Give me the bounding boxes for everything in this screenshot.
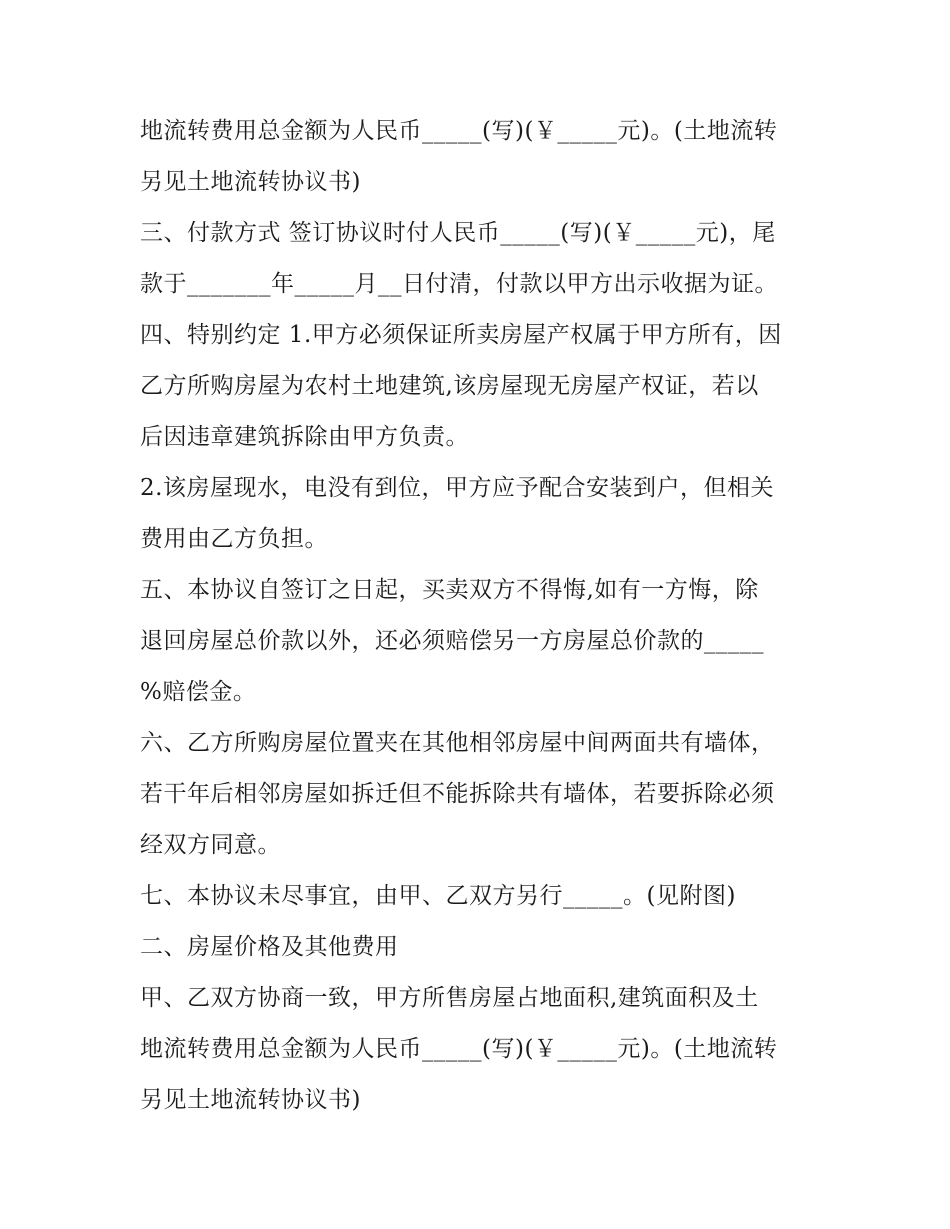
text-line: 五、本协议自签订之日起，买卖双方不得悔,如有一方悔，除 [140, 577, 759, 603]
text-line: 二、房屋价格及其他费用 [140, 934, 399, 960]
text-line: 另见土地流转协议书) [140, 1087, 361, 1113]
text-line: 地流转费用总金额为人民币_____(写)(￥_____元)。(土地流转 [140, 1036, 778, 1062]
text-line: 2.该房屋现水，电没有到位，甲方应予配合安装到户，但相关 [140, 475, 774, 501]
text-line: 经双方同意。 [140, 832, 281, 858]
text-line: 七、本协议未尽事宜，由甲、乙双方另行_____。(见附图) [140, 883, 736, 909]
text-line: 乙方所购房屋为农村土地建筑,该房屋现无房屋产权证，若以 [140, 373, 759, 399]
text-line: %赔偿金。 [140, 679, 257, 705]
text-line: 地流转费用总金额为人民币_____(写)(￥_____元)。(土地流转 [140, 118, 778, 144]
text-line: 六、乙方所购房屋位置夹在其他相邻房屋中间两面共有墙体， [140, 730, 775, 756]
document-body [140, 106, 820, 1126]
text-line: 退回房屋总价款以外，还必须赔偿另一方房屋总价款的_____ [140, 628, 764, 654]
text-line: 四、特别约定 1.甲方必须保证所卖房屋产权属于甲方所有，因 [140, 322, 782, 348]
text-line: 甲、乙双方协商一致，甲方所售房屋占地面积,建筑面积及土 [140, 985, 759, 1011]
text-line: 三、付款方式 签订协议时付人民币_____(写)(￥_____元)，尾 [140, 220, 776, 246]
text-line: 另见土地流转协议书) [140, 169, 361, 195]
text-line: 费用由乙方负担。 [140, 526, 328, 552]
text-line: 后因违章建筑拆除由甲方负责。 [140, 424, 469, 450]
text-line: 若干年后相邻房屋如拆迁但不能拆除共有墙体，若要拆除必须 [140, 781, 775, 807]
text-line: 款于_______年_____月__日付清，付款以甲方出示收据为证。 [140, 271, 778, 297]
